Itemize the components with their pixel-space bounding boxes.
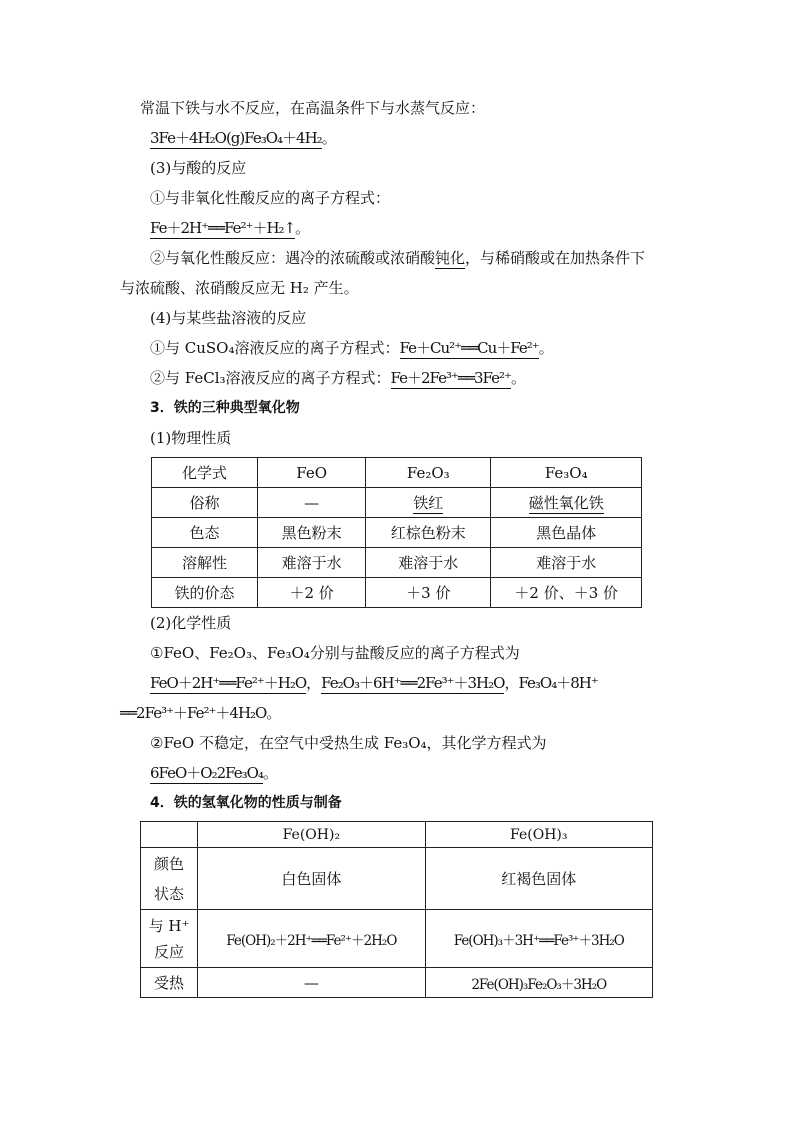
table-cell xyxy=(141,848,198,910)
equation: Fe＋2H⁺══Fe²⁺＋H₂↑ xyxy=(150,219,296,237)
row-label: 状态 xyxy=(154,884,185,903)
text-line: ①与非氧化性酸反应的离子方程式： xyxy=(150,189,391,207)
table-cell: Fe(OH)₃＋3H⁺══Fe³⁺＋3H₂O xyxy=(425,910,652,968)
table-cell: 难溶于水 xyxy=(491,548,642,578)
punctuation: ， xyxy=(306,674,322,692)
answer-blank: 铁红 xyxy=(413,494,444,512)
punctuation: 。 xyxy=(510,369,526,387)
table-cell: — xyxy=(258,488,366,518)
text: ，与稀硝酸或在加热条件下 xyxy=(465,249,646,267)
subheading: (4)与某些盐溶液的反应 xyxy=(150,309,307,327)
table-cell: Fe(OH)₂＋2H⁺══Fe²⁺＋2H₂O xyxy=(198,910,425,968)
table-cell: Fe(OH)₃ xyxy=(425,822,652,848)
equation: Fe＋Cu²⁺══Cu＋Fe²⁺ xyxy=(399,339,539,357)
text-line: ②FeO 不稳定，在空气中受热生成 Fe₃O₄，其化学方程式为 xyxy=(150,734,547,752)
table-cell: ＋2 价 xyxy=(258,578,366,608)
text-line xyxy=(150,338,554,358)
table-cell: 红棕色粉末 xyxy=(366,518,491,548)
text-line xyxy=(150,368,526,388)
text-line: ①FeO、Fe₂O₃、Fe₃O₄分别与盐酸反应的离子方程式为 xyxy=(150,644,520,662)
table-cell: 难溶于水 xyxy=(366,548,491,578)
table-cell: Fe(OH)₂ xyxy=(198,822,425,848)
text-line xyxy=(150,248,645,268)
table-cell: 白色固体 xyxy=(198,848,425,910)
equation-line xyxy=(150,673,598,693)
oxides-table xyxy=(151,457,642,608)
table-cell: FeO xyxy=(258,458,366,488)
table-cell: 溶解性 xyxy=(152,548,258,578)
equation: 3Fe＋4H₂O(g)Fe₃O₄＋4H₂ xyxy=(150,129,322,147)
equation-line: ══2Fe³⁺＋Fe²⁺＋4H₂O。 xyxy=(120,704,281,722)
table-cell: 俗称 xyxy=(152,488,258,518)
table-cell: 黑色粉末 xyxy=(258,518,366,548)
subheading: (2)化学性质 xyxy=(150,614,232,632)
text: ①与 CuSO₄溶液反应的离子方程式： xyxy=(150,339,400,357)
equation: Fe＋2Fe³⁺══3Fe²⁺ xyxy=(390,369,511,387)
equation: ，Fe₃O₄＋8H⁺ xyxy=(504,674,598,692)
table-cell: 红褐色固体 xyxy=(425,848,652,910)
equation: FeO＋2H⁺══Fe²⁺＋H₂O xyxy=(150,674,307,692)
table-cell: Fe₂O₃ xyxy=(366,458,491,488)
table-cell xyxy=(491,488,642,518)
table-cell: — xyxy=(198,968,425,998)
answer-blank: 钝化 xyxy=(435,249,466,267)
punctuation: 。 xyxy=(295,219,311,237)
section-heading: 3．铁的三种典型氧化物 xyxy=(150,400,300,416)
table-cell: 黑色晶体 xyxy=(491,518,642,548)
table-cell xyxy=(141,822,198,848)
equation-line xyxy=(150,128,337,148)
table-cell: ＋2 价、＋3 价 xyxy=(491,578,642,608)
subheading: (3)与酸的反应 xyxy=(150,159,247,177)
table-cell: 受热 xyxy=(141,968,198,998)
row-label: 反应 xyxy=(154,942,185,961)
equation-line xyxy=(150,763,278,783)
equation: Fe₂O₃＋6H⁺══2Fe³⁺＋3H₂O xyxy=(321,674,505,692)
equation: 6FeO＋O₂2Fe₃O₄ xyxy=(150,764,263,782)
punctuation: 。 xyxy=(538,339,554,357)
answer-blank: 磁性氧化铁 xyxy=(528,494,604,512)
text: ②与氧化性酸反应：遇冷的浓硫酸或浓硝酸 xyxy=(150,249,436,267)
table-cell: 难溶于水 xyxy=(258,548,366,578)
row-label: 颜色 xyxy=(154,854,185,873)
hydroxides-table xyxy=(140,821,653,998)
table-cell xyxy=(141,910,198,968)
equation-line xyxy=(150,218,310,238)
section-heading: 4．铁的氢氧化物的性质与制备 xyxy=(150,795,342,811)
table-cell: Fe₃O₄ xyxy=(491,458,642,488)
table-cell: 2Fe(OH)₃Fe₂O₃＋3H₂O xyxy=(425,968,652,998)
table-cell: ＋3 价 xyxy=(366,578,491,608)
table-cell: 铁的价态 xyxy=(152,578,258,608)
subheading: (1)物理性质 xyxy=(150,429,232,447)
punctuation: 。 xyxy=(262,764,278,782)
row-label: 与 H⁺ xyxy=(148,916,190,935)
table-cell xyxy=(366,488,491,518)
table-cell: 化学式 xyxy=(152,458,258,488)
text-line: 常温下铁与水不反应，在高温条件下与水蒸气反应： xyxy=(140,99,486,117)
table-cell: 色态 xyxy=(152,518,258,548)
punctuation: 。 xyxy=(321,129,337,147)
text: ②与 FeCl₃溶液反应的离子方程式： xyxy=(150,369,391,387)
text-line: 与浓硫酸、浓硝酸反应无 H₂ 产生。 xyxy=(120,279,359,297)
